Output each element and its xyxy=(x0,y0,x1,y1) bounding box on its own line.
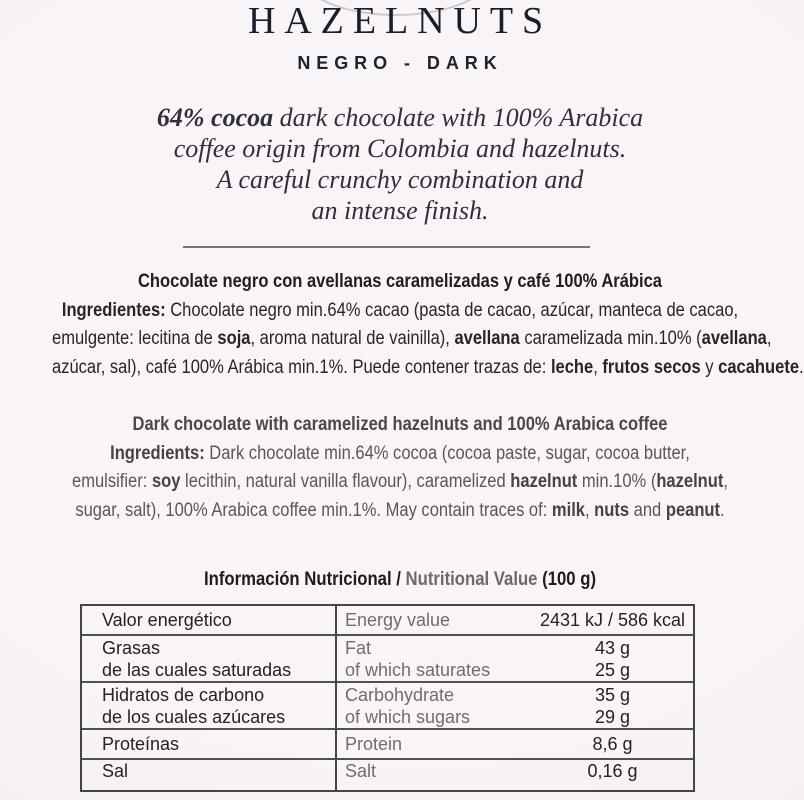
row-label-en: Protein xyxy=(345,734,403,754)
spanish-ingredients-line: Ingredientes: Chocolate negro min.64% cacao (pasta de cacao, azúcar, manteca de cacao, xyxy=(61,299,739,321)
row-sublabel-es: de los cuales azúcares xyxy=(102,706,286,727)
table-row-carbohydrate xyxy=(82,681,693,728)
spanish-heading: Chocolate negro con avellanas caramelizadas y café 100% Arábica xyxy=(137,271,663,292)
nutrition-title-spanish: Información Nutricional / xyxy=(203,569,406,590)
divider-line xyxy=(183,246,590,248)
row-label-es: Proteínas xyxy=(102,734,180,754)
row-value: 0,16 g xyxy=(587,761,638,781)
tagline-line: an intense finish. xyxy=(311,196,489,225)
tagline-line: 64% cocoa dark chocolate with 100% Arabica xyxy=(156,103,644,132)
row-label-es: Hidratos de carbono xyxy=(102,684,265,705)
english-heading: Dark chocolate with caramelized hazelnuts and 100% Arabica coffee xyxy=(132,414,668,435)
tagline-line: A careful crunchy combination and xyxy=(216,165,584,194)
english-ingredients-line: emulsifier: soy lecithin, natural vanilla flavour), caramelized hazelnut min.10% (hazelnut, xyxy=(72,471,728,492)
table-row-protein xyxy=(82,728,693,758)
row-sublabel-es: de las cuales saturadas xyxy=(102,659,292,680)
row-label-es: Sal xyxy=(102,761,129,781)
nutrition-table-title xyxy=(48,569,752,591)
row-value: 43 g xyxy=(594,637,631,658)
row-subvalue: 29 g xyxy=(594,706,631,727)
product-variant: NEGRO - DARK xyxy=(297,53,503,73)
ingredients-english xyxy=(52,411,748,525)
english-ingredients-line: sugar, salt), 100% Arabica coffee min.1%. May contain traces of: milk, nuts and peanut. xyxy=(75,499,725,521)
product-title: HAZELNUTS xyxy=(247,0,553,42)
nutrition-title-english: Nutritional Value xyxy=(405,569,538,590)
english-ingredients-line: Ingredients: Dark chocolate min.64% cocoa (cocoa paste, sugar, cocoa butter, xyxy=(110,442,690,464)
row-sublabel-en: of which saturates xyxy=(345,659,491,680)
table-row-salt xyxy=(82,758,693,782)
spanish-ingredients-line: emulgente: lecitina de soja, aroma natural de vainilla), avellana caramelizada min.10% (avellana, xyxy=(52,328,772,349)
tagline-line: coffee origin from Colombia and hazelnuts. xyxy=(173,134,627,163)
table-row-energy xyxy=(82,606,693,634)
spanish-ingredients-line: azúcar, sal), café 100% Arábica min.1%. Puede contener trazas de: leche, frutos secos y cacahuete. xyxy=(52,356,804,378)
row-label-en: Energy value xyxy=(345,610,451,630)
row-label-es: Grasas xyxy=(102,637,161,658)
row-subvalue: 25 g xyxy=(594,659,631,680)
row-label-es: Valor energético xyxy=(102,610,232,630)
column-separator xyxy=(335,606,337,790)
row-sublabel-en: of which sugars xyxy=(345,706,471,727)
nutrition-title-serving: (100 g) xyxy=(537,569,597,590)
tagline xyxy=(0,102,800,226)
row-value: 2431 kJ / 586 kcal xyxy=(539,610,686,630)
table-row-fat xyxy=(82,634,693,681)
row-value: 8,6 g xyxy=(592,734,633,754)
ingredients-spanish xyxy=(52,268,804,382)
row-label-en: Salt xyxy=(345,761,377,781)
nutrition-table xyxy=(80,604,695,792)
row-value: 35 g xyxy=(594,684,631,705)
row-label-en: Carbohydrate xyxy=(345,684,455,705)
row-label-en: Fat xyxy=(345,637,372,658)
